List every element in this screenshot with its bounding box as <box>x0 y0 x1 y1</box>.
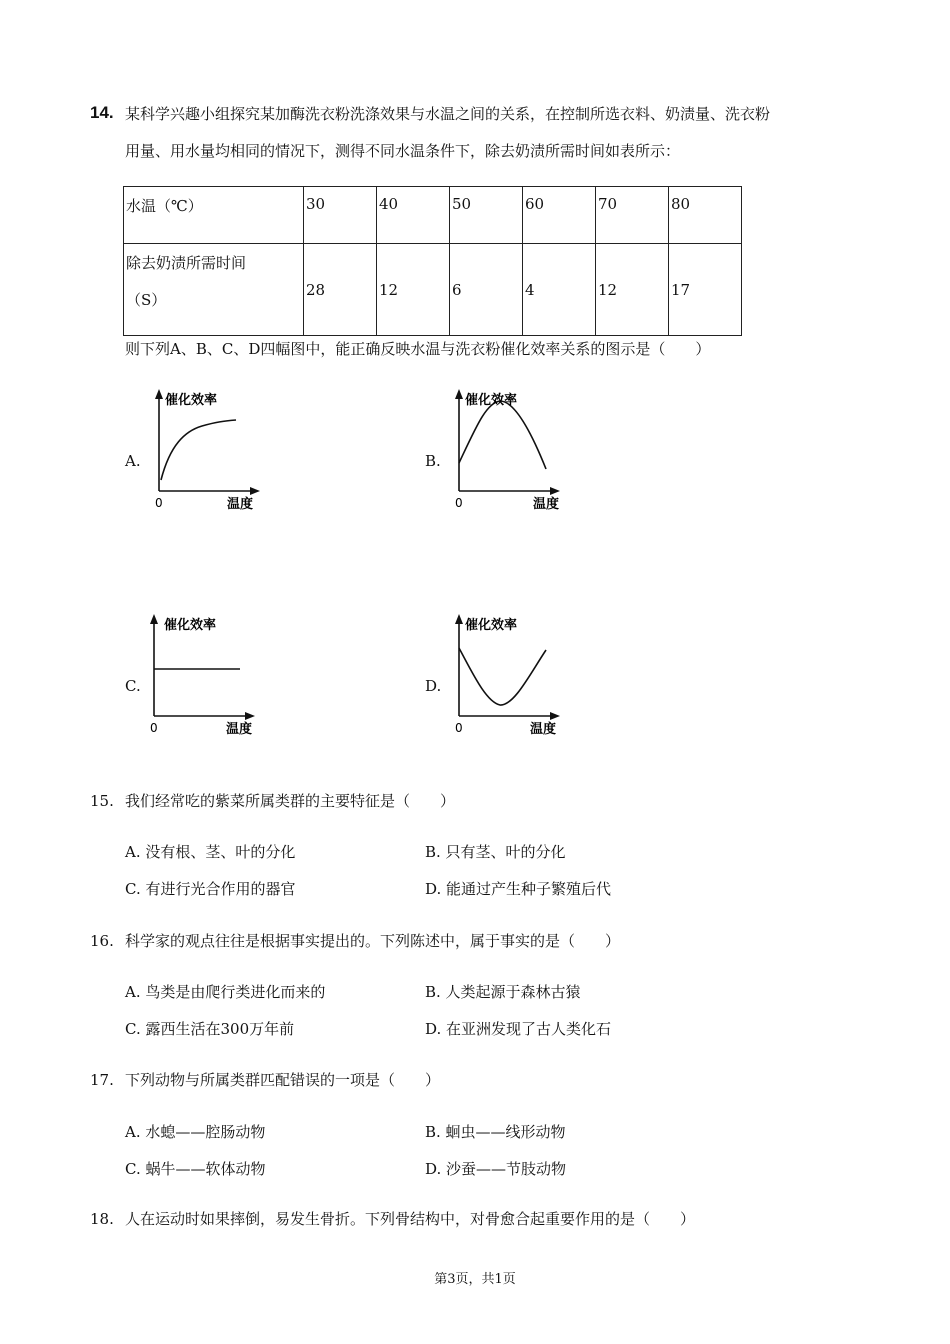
question-number-14: 14. <box>90 103 114 122</box>
table-row <box>124 244 742 336</box>
q14-stem-line2: 用量、用水量均相同的情况下，测得不同水温条件下，除去奶渍所需时间如表所示： <box>125 142 681 160</box>
graph-label-c: C. <box>125 677 141 695</box>
question-number-15: 15. <box>90 792 114 810</box>
q16-option-b: B. 人类起源于森林古猿 <box>425 983 581 1001</box>
question-number-17: 17. <box>90 1071 114 1089</box>
y-axis-arrow-icon <box>155 389 163 399</box>
x-axis-arrow-icon <box>550 487 560 495</box>
q15-option-b: B. 只有茎、叶的分化 <box>425 843 566 861</box>
x-axis-arrow-icon <box>250 487 260 495</box>
x-axis-label: 温度 <box>530 722 557 737</box>
table-cell: 80 <box>669 187 742 244</box>
table-row <box>124 187 742 244</box>
page-footer: 第3页，共1页 <box>434 1272 516 1287</box>
q17-option-b: B. 蛔虫——线形动物 <box>425 1123 566 1141</box>
graph-a <box>140 385 270 515</box>
q16-option-d: D. 在亚洲发现了古人类化石 <box>425 1020 612 1038</box>
y-axis-label: 催化效率 <box>465 393 518 408</box>
x-axis-label: 温度 <box>226 722 253 737</box>
q15-option-c: C. 有进行光合作用的器官 <box>125 880 296 898</box>
table-cell: 60 <box>523 187 596 244</box>
graph-d <box>440 610 570 740</box>
graph-b <box>440 385 570 515</box>
q14-stem-line1: 某科学兴趣小组探究某加酶洗衣粉洗涤效果与水温之间的关系，在控制所选衣料、奶渍量、洗衣粉 <box>125 105 771 123</box>
q16-stem: 科学家的观点往往是根据事实提出的。下列陈述中，属于事实的是（ ） <box>125 932 621 950</box>
q16-option-a: A. 鸟类是由爬行类进化而来的 <box>125 983 326 1001</box>
table-cell: 50 <box>450 187 523 244</box>
table-cell: 6 <box>450 244 523 336</box>
q17-stem: 下列动物与所属类群匹配错误的一项是（ ） <box>125 1071 441 1089</box>
q16-option-c: C. 露西生活在300万年前 <box>125 1020 295 1038</box>
graph-c <box>140 610 270 740</box>
table-cell: 40 <box>377 187 450 244</box>
table-cell: 70 <box>596 187 669 244</box>
q14-prompt: 则下列A、B、C、D四幅图中，能正确反映水温与洗衣粉催化效率关系的图示是（ ） <box>125 340 711 358</box>
table-cell: 12 <box>596 244 669 336</box>
origin-label: 0 <box>455 496 463 510</box>
question-number-16: 16. <box>90 932 114 950</box>
graph-label-d: D. <box>425 677 442 695</box>
y-axis-arrow-icon <box>150 614 158 624</box>
table-header-removal-time <box>124 244 304 336</box>
x-axis-arrow-icon <box>245 712 255 720</box>
table-header-removal-time-a: 除去奶渍所需时间 <box>126 254 247 272</box>
curve-valley <box>459 648 546 705</box>
question-number-18: 18. <box>90 1210 114 1228</box>
q15-option-d: D. 能通过产生种子繁殖后代 <box>425 880 612 898</box>
table-cell: 12 <box>377 244 450 336</box>
x-axis-label: 温度 <box>227 497 254 512</box>
table-cell: 4 <box>523 244 596 336</box>
y-axis-arrow-icon <box>455 614 463 624</box>
q15-stem: 我们经常吃的紫菜所属类群的主要特征是（ ） <box>125 792 456 810</box>
table-cell: 17 <box>669 244 742 336</box>
x-axis-arrow-icon <box>550 712 560 720</box>
table-header-removal-time-b: （S） <box>126 291 167 309</box>
origin-label: 0 <box>455 721 463 735</box>
table-header-water-temp: 水温（℃） <box>124 187 304 244</box>
table-cell: 28 <box>304 244 377 336</box>
table-cell: 30 <box>304 187 377 244</box>
graph-label-a: A. <box>125 452 141 470</box>
q18-stem: 人在运动时如果摔倒，易发生骨折。下列骨结构中，对骨愈合起重要作用的是（ ） <box>125 1210 696 1228</box>
q15-option-a: A. 没有根、茎、叶的分化 <box>125 843 296 861</box>
y-axis-arrow-icon <box>455 389 463 399</box>
q17-option-c: C. 蜗牛——软体动物 <box>125 1160 266 1178</box>
origin-label: 0 <box>155 496 163 510</box>
origin-label: 0 <box>150 721 158 735</box>
q17-option-a: A. 水螅——腔肠动物 <box>125 1123 266 1141</box>
y-axis-label: 催化效率 <box>465 618 518 633</box>
graph-label-b: B. <box>425 452 441 470</box>
q17-option-d: D. 沙蚕——节肢动物 <box>425 1160 567 1178</box>
y-axis-label: 催化效率 <box>165 393 218 408</box>
curve-rising-plateau <box>161 420 236 480</box>
curve-peak <box>459 401 546 469</box>
y-axis-label: 催化效率 <box>164 618 217 633</box>
x-axis-label: 温度 <box>533 497 560 512</box>
water-temperature-table <box>123 186 742 336</box>
